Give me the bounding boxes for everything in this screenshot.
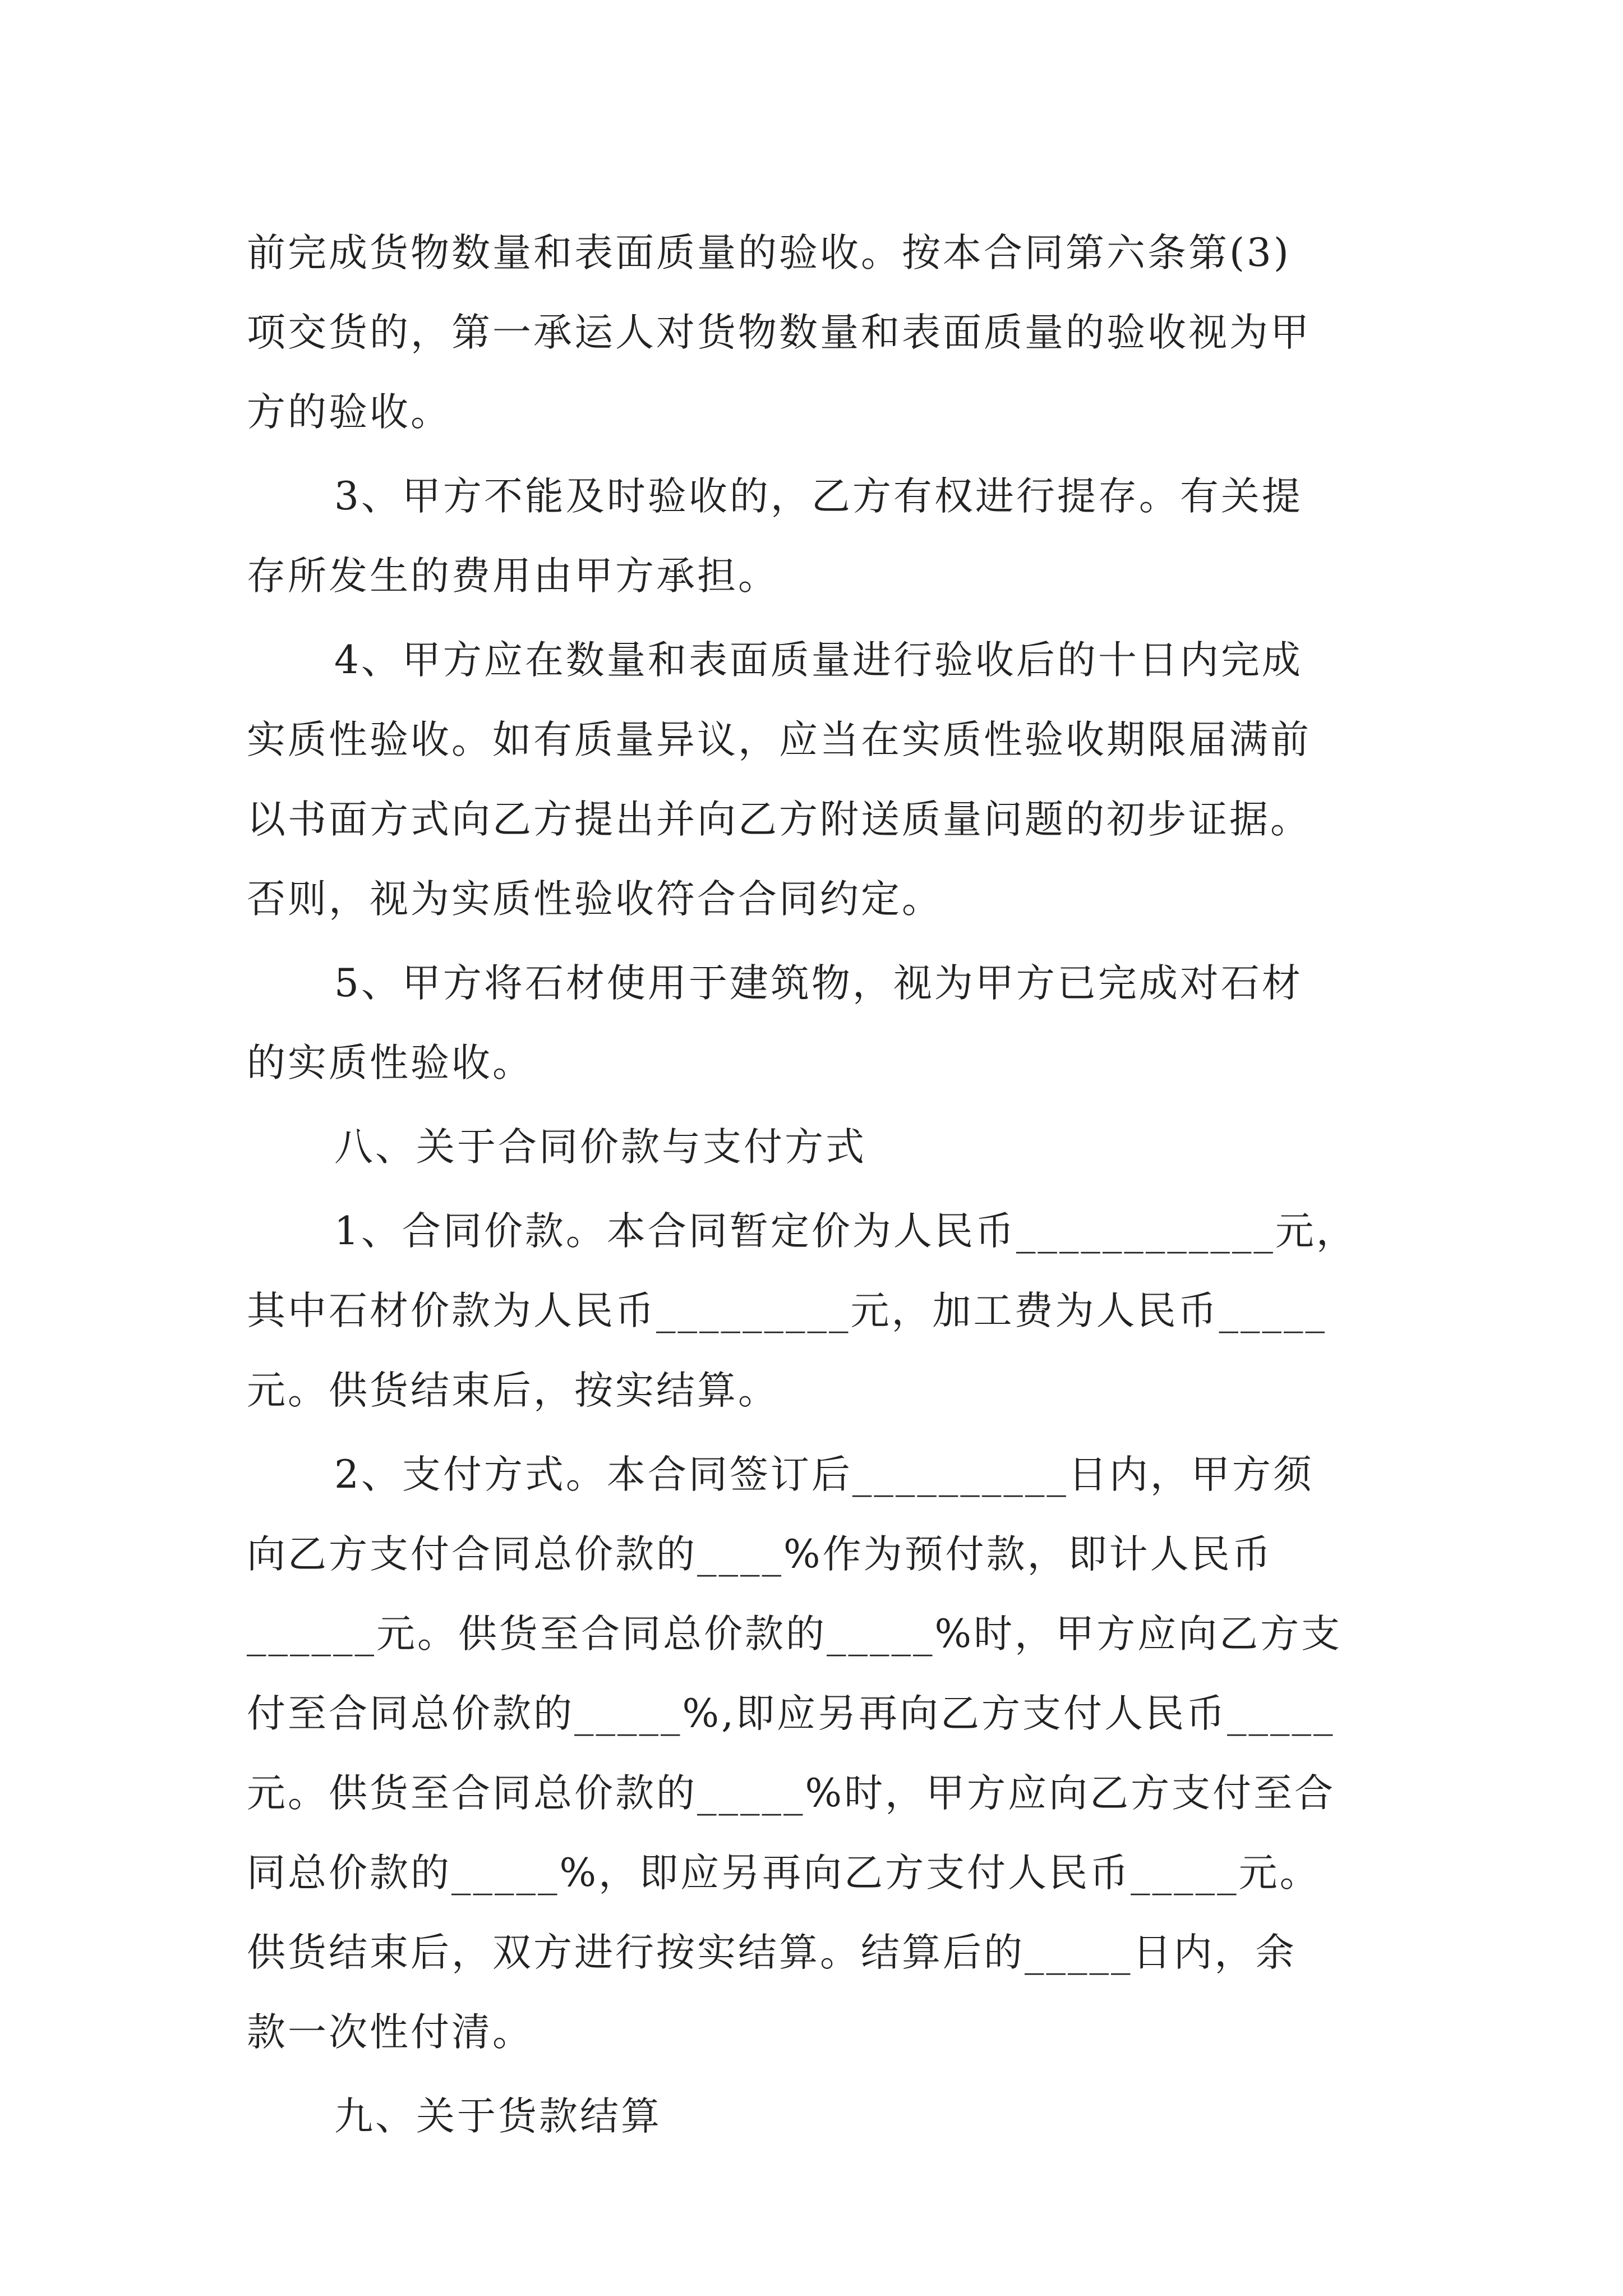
text-line: 前完成货物数量和表面质量的验收。按本合同第六条第(3) xyxy=(247,231,1291,275)
text-line: 的实质性验收。 xyxy=(247,1041,533,1085)
text-line: 5、甲方将石材使用于建筑物，视为甲方已完成对石材 xyxy=(334,961,1303,1006)
text-line: ______元。供货至合同总价款的_____%时，甲方应向乙方支 xyxy=(247,1612,1343,1657)
text-line: 以书面方式向乙方提出并向乙方附送质量问题的初步证据。 xyxy=(247,797,1311,842)
text-line: 供货结束后，双方进行按实结算。结算后的_____日内，余 xyxy=(247,1930,1297,1975)
text-line: 实质性验收。如有质量异议，应当在实质性验收期限届满前 xyxy=(247,717,1311,762)
text-line: 1、合同价款。本合同暂定价为人民币____________元， xyxy=(334,1209,1357,1254)
text-line: 其中石材价款为人民币_________元，加工费为人民币_____ xyxy=(247,1289,1327,1333)
text-line: 向乙方支付合同总价款的____%作为预付款，即计人民币 xyxy=(247,1532,1273,1577)
text-line: 4、甲方应在数量和表面质量进行验收后的十日内完成 xyxy=(334,638,1303,683)
text-line: 元。供货结束后，按实结算。 xyxy=(247,1368,779,1413)
text-line: 否则，视为实质性验收符合合同约定。 xyxy=(247,877,943,922)
text-line: 项交货的，第一承运人对货物数量和表面质量的验收视为甲 xyxy=(247,310,1311,355)
text-line: 同总价款的_____%，即应另再向乙方支付人民币_____元。 xyxy=(247,1851,1321,1895)
text-line: 元。供货至合同总价款的_____%时，甲方应向乙方支付至合 xyxy=(247,1771,1336,1816)
text-line: 方的验收。 xyxy=(247,390,451,435)
text-line: 3、甲方不能及时验收的，乙方有权进行提存。有关提 xyxy=(334,474,1303,519)
contract-text xyxy=(247,213,1391,2156)
text-line: 款一次性付清。 xyxy=(247,2010,533,2055)
section-heading: 八、关于合同价款与支付方式 xyxy=(334,1125,866,1170)
text-line: 2、支付方式。本合同签订后__________日内，甲方须 xyxy=(334,1452,1314,1497)
text-line: 存所发生的费用由甲方承担。 xyxy=(247,554,779,599)
text-line: 付至合同总价款的_____%,即应另再向乙方支付人民币_____ xyxy=(247,1691,1335,1736)
section-heading: 九、关于货款结算 xyxy=(334,2094,662,2139)
